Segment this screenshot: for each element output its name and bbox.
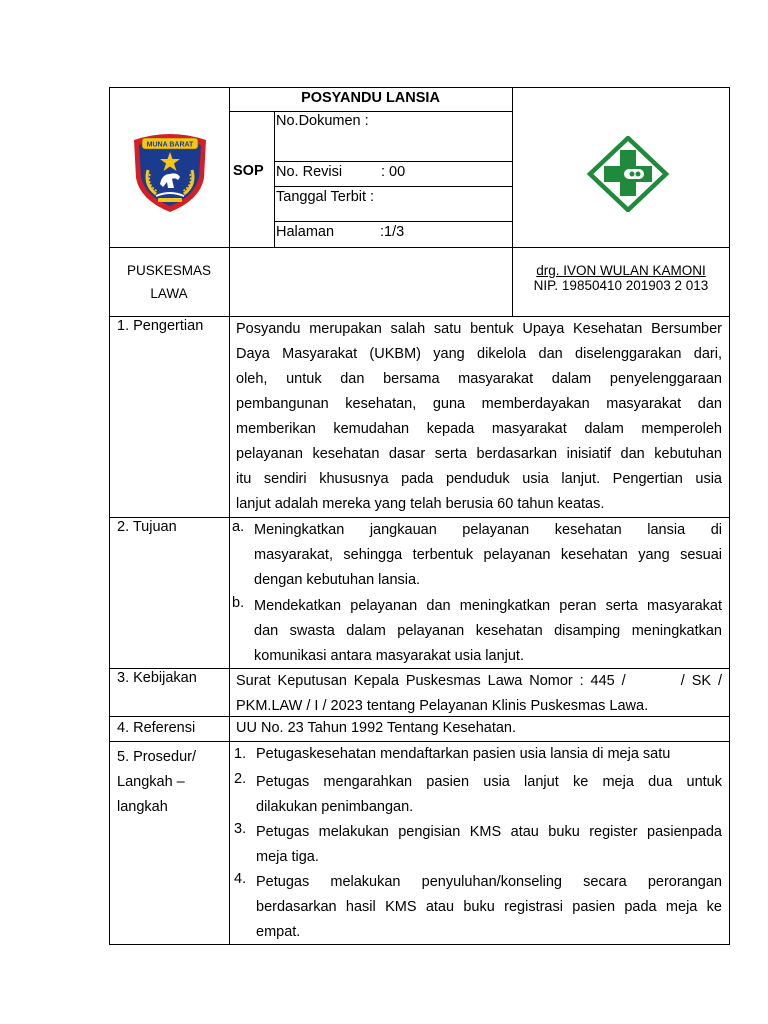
prosedur-line: berdasarkan hasil KMS atau buku registrasi pasien pada meja ke [256,899,722,915]
table-border-left [109,87,110,945]
prosedur-marker-3: 3. [234,821,247,837]
pengertian-line: itu sendiri khususnya pada penduduk usia lanjut. Pengertian usia [236,471,722,487]
signatory-name: drg. IVON WULAN KAMONI [536,263,706,278]
prosedur-line: Petugas melakukan pengisian KMS atau buku register pasienpada [256,824,722,840]
tanggal-terbit-label: Tanggal Terbit : [276,189,375,205]
kebijakan-line: PKM.LAW / I / 2023 tentang Pelayanan Klinis Puskesmas Lawa. [236,698,649,714]
pengertian-line: memberikan kemudahan kepada masyarakat dalam memperoleh [236,421,722,437]
no-dokumen-label: No.Dokumen : [276,113,369,129]
prosedur-marker-2: 2. [234,771,247,787]
prosedur-line: meja tiga. [256,849,319,865]
pengertian-line: oleh, untuk dan bersama masyarakat dalam penyelenggaraan [236,371,722,387]
puskesmas-logo [586,136,670,212]
prosedur-label-line: langkah [117,799,168,815]
tujuan-marker-b: b. [232,595,245,611]
table-border-right [729,87,730,945]
referensi-text: UU No. 23 Tahun 1992 Tentang Kesehatan. [236,720,517,736]
field-divider-2 [274,186,512,187]
field-divider-3 [274,221,512,222]
title-underline [229,111,512,112]
prosedur-line: dilakukan penimbangan. [256,799,414,815]
org-name-line1: PUSKESMAS [126,263,212,278]
kebijakan-text [236,669,722,719]
signatory-nip: NIP. 19850410 201903 2 013 [533,278,709,293]
tujuan-marker-a: a. [232,519,245,535]
prosedur-step-2 [256,770,722,820]
prosedur-label-line: 5. Prosedur/ [117,749,196,765]
tujuan-line: Meningkatkan jangkauan pelayanan kesehatan lansia di [254,522,722,538]
tujuan-line: komunikasi antara masyarakat usia lanjut. [254,648,524,664]
prosedur-label [117,745,196,820]
column-divider [229,87,230,944]
org-name-line2: LAWA [150,286,188,301]
halaman-label: Halaman [276,224,335,240]
prosedur-step-1: Petugaskesehatan mendaftarkan pasien usia lansia di meja satu [256,746,671,762]
header-row-divider [109,247,730,248]
kebijakan-line: Surat Keputusan Kepala Puskesmas Lawa Nomor : 445 / / SK / [236,673,722,689]
tujuan-item-b [254,594,722,669]
pengertian-line: lanjut adalah mereka yang telah berusia 60 tahun keatas. [236,496,605,512]
tujuan-line: dan swasta dalam pelayanan kesehatan disamping meningkatkan [254,623,722,639]
halaman-value: :1/3 [380,224,405,240]
pengertian-label: 1. Pengertian [117,318,204,334]
tujuan-label: 2. Tujuan [117,519,177,535]
prosedur-marker-1: 1. [234,746,247,762]
prosedur-line: empat. [256,924,301,940]
field-divider-1 [274,161,512,162]
page-title: POSYANDU LANSIA [301,90,440,106]
tujuan-line: dengan kebutuhan lansia. [254,572,421,588]
referensi-label: 4. Referensi [117,720,196,736]
no-revisi-label: No. Revisi [276,164,343,180]
pengertian-text [236,317,722,517]
sop-divider [274,111,275,247]
sop-label: SOP [233,163,264,179]
prosedur-step-4 [256,870,722,945]
tujuan-item-a [254,518,722,593]
prosedur-step-3 [256,820,722,870]
row-divider-referensi [109,741,730,742]
logo-banner-text: MUNA BARAT [146,141,194,149]
prosedur-label-line: Langkah – [117,774,185,790]
prosedur-line: Petugas melakukan penyuluhan/konseling secara perorangan [256,874,722,890]
muna-barat-logo [128,130,212,214]
pengertian-line: pembangunan kesehatan, guna memberdayakan masyarakat dan [236,396,722,412]
pengertian-line: Posyandu merupakan salah satu bentuk Upaya Kesehatan Bersumber [236,321,722,337]
tujuan-line: masyarakat, sehingga terbentuk pelayanan kesehatan yang sesuai [254,547,722,563]
tujuan-line: Mendekatkan pelayanan dan meningkatkan peran serta masyarakat [254,598,722,614]
prosedur-marker-4: 4. [234,871,247,887]
pengertian-line: Daya Masyarakat (UKBM) yang dikelola dan diselenggarakan dari, [236,346,722,362]
pengertian-line: pelayanan kesehatan dasar serta berdasarkan inisiatif dan kebutuhan [236,446,722,462]
no-revisi-value: : 00 [381,164,406,180]
prosedur-line: Petugas mengarahkan pasien usia lanjut ke meja dua untuk [256,774,722,790]
kebijakan-label: 3. Kebijakan [117,670,197,686]
